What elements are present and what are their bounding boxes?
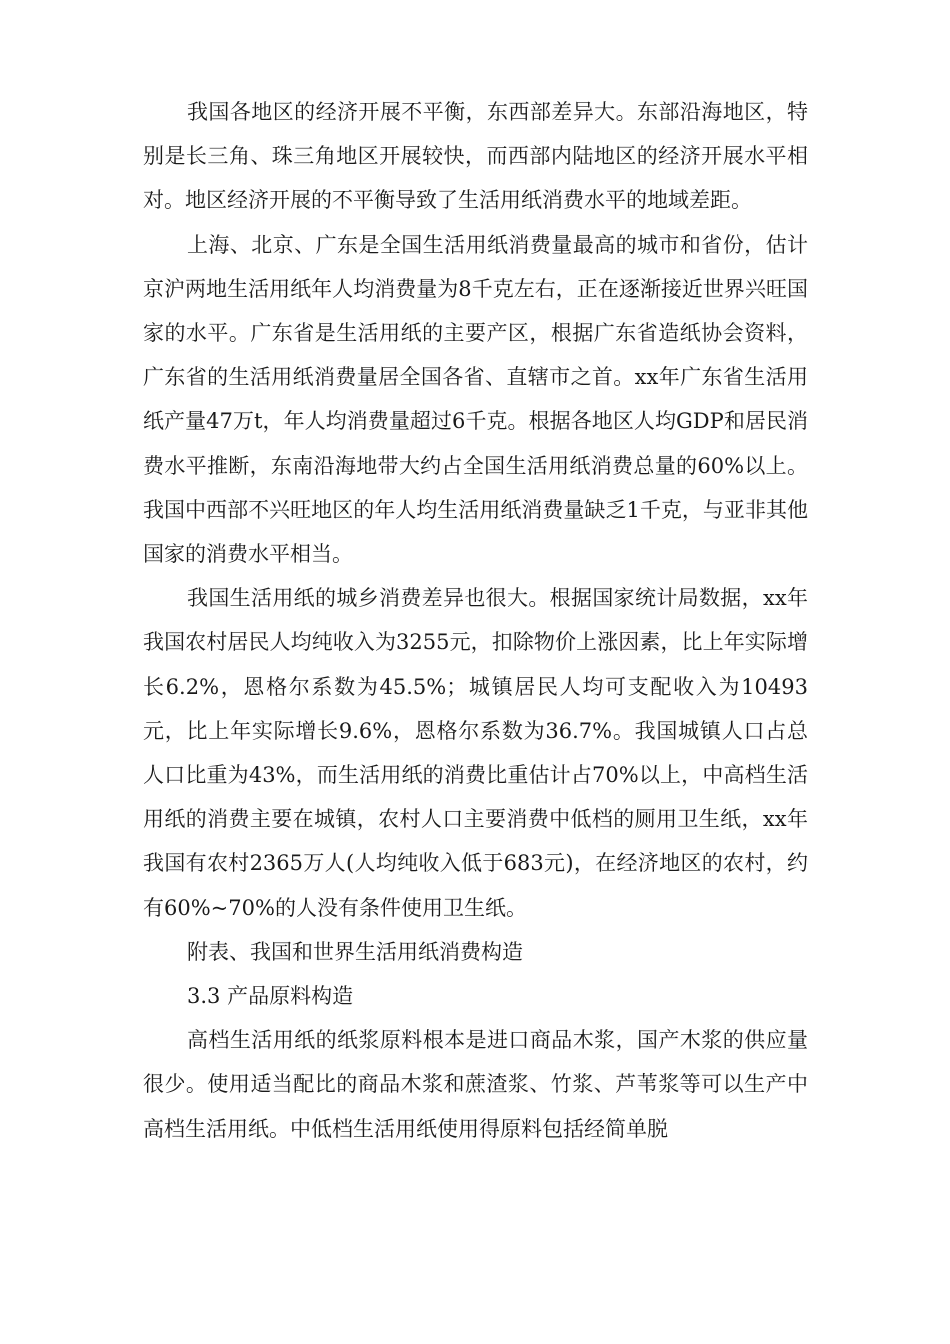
paragraph-city-consumption: 上海、北京、广东是全国生活用纸消费量最高的城市和省份，估计京沪两地生活用纸年人均消费量为8千克左右，正在逐渐接近世界兴旺国家的水平。广东省是生活用纸的主要产区，根据广东省造纸协会资料，广东省的生活用纸消费量居全国各省、直辖市之首。xx年广东省生活用纸产量47万t，年人均消费量超过6千克。根据各地区人均GDP和居民消费水平推断，东南沿海地带大约占全国生活用纸消费总量的60%以上。我国中西部不兴旺地区的年人均生活用纸消费量缺乏1千克，与亚非其他国家的消费水平相当。 <box>143 232 808 567</box>
document-body <box>143 90 808 1151</box>
paragraph-pulp-materials: 高档生活用纸的纸浆原料根本是进口商品木浆，国产木浆的供应量很少。使用适当配比的商品木浆和蔗渣浆、竹浆、芦苇浆等可以生产中高档生活用纸。中低档生活用纸使用得原料包括经简单脱 <box>143 1028 808 1141</box>
paragraph-table-caption: 附表、我国和世界生活用纸消费构造 <box>187 939 523 964</box>
section-heading-raw-materials: 3.3 产品原料构造 <box>187 984 354 1009</box>
paragraph-regional-imbalance: 我国各地区的经济开展不平衡，东西部差异大。东部沿海地区，特别是长三角、珠三角地区开展较快，而西部内陆地区的经济开展水平相对。地区经济开展的不平衡导致了生活用纸消费水平的地域差距。 <box>143 100 808 213</box>
paragraph-urban-rural-gap: 我国生活用纸的城乡消费差异也很大。根据国家统计局数据，xx年我国农村居民人均纯收入为3255元，扣除物价上涨因素，比上年实际增长6.2%，恩格尔系数为45.5%；城镇居民人均可支配收入为10493元，比上年实际增长9.6%，恩格尔系数为36.7%。我国城镇人口占总人口比重为43%，而生活用纸的消费比重估计占70%以上，中高档生活用纸的消费主要在城镇，农村人口主要消费中低档的厕用卫生纸，xx年我国有农村2365万人(人均纯收入低于683元)，在经济地区的农村，约有60%~70%的人没有条件使用卫生纸。 <box>143 586 808 920</box>
